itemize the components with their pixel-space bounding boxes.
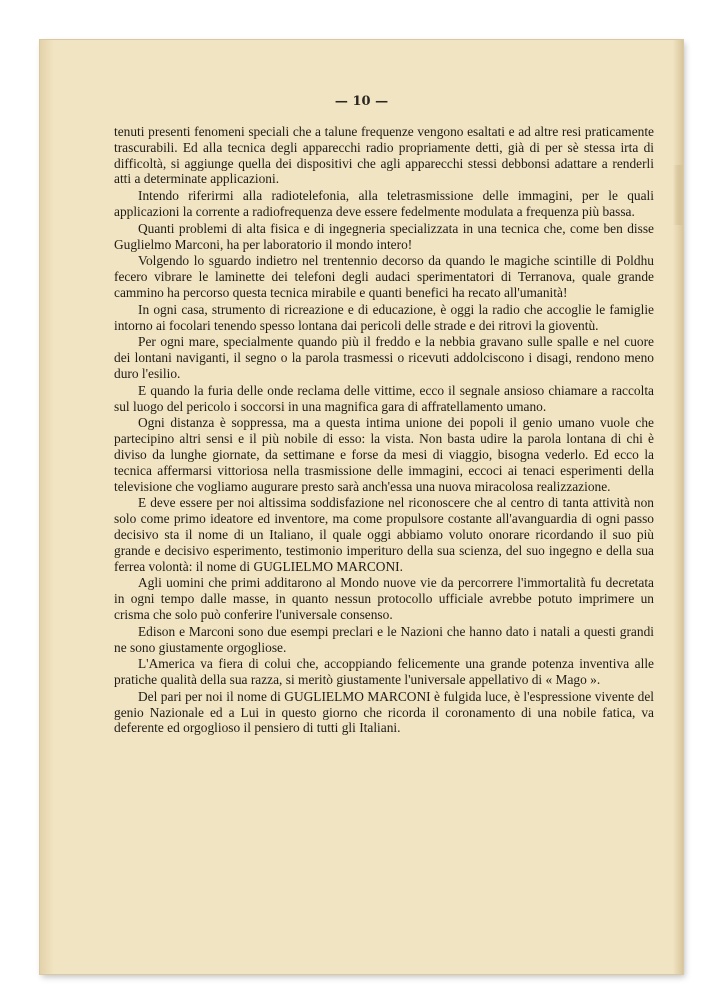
page-crease xyxy=(673,165,683,225)
paragraph: Volgendo lo sguardo indietro nel trentennio decorso da quando le magiche scintille di Poldhu fecero vibrare le laminette dei telefoni degli audaci sperimentatori di Terranova, quale grande cammino ha percorso questa tecnica mirabile e quanti benefici ha recato all'umanità! xyxy=(114,253,654,300)
paragraph: Agli uomini che primi additarono al Mondo nuove vie da percorrere l'immortalità fu decretata in ogni tempo dalle masse, in quanto nessun protocollo ufficiale avrebbe potuto imprimere un crisma che solo può conferire l'universale consenso. xyxy=(114,575,654,622)
paragraph: In ogni casa, strumento di ricreazione e di educazione, è oggi la radio che accoglie le famiglie intorno ai focolari tenendo spesso lontana dai pericoli delle strade e dei ritrovi la gioventù. xyxy=(114,301,654,333)
paragraph: Intendo riferirmi alla radiotelefonia, alla teletrasmissione delle immagini, per le quali applicazioni la corrente a radiofrequenza deve essere fedelmente modulata a frequenza più bassa. xyxy=(114,188,654,219)
page-number-header: — 10 — xyxy=(334,94,389,109)
paragraph: Quanti problemi di alta fisica e di ingegneria specializzata in una tecnica che, come ben disse Guglielmo Marconi, ha per laboratorio il mondo intero! xyxy=(114,220,654,252)
paragraph: L'America va fiera di colui che, accoppiando felicemente una grande potenza inventiva alle pratiche qualità della sua razza, si meritò giustamente l'universale appellativo di « Mago ». xyxy=(114,656,654,688)
paragraph: Ogni distanza è soppressa, ma a questa intima unione dei popoli il genio umano vuole che partecipino altri sensi e il più nobile di esso: la vista. Non basta udire la parola lontana di chi è diviso da lunghe giornate, da settimane e forse da mesi di viaggio, bisogna vederlo. Ed ecco la tecnica affermarsi vittoriosa nella trasmissione delle immagini, eccoci ai tenaci esperimenti della televisione che vogliamo augurare presto sarà anch'essa una nuova miracolosa realizzazione. xyxy=(114,415,654,494)
paragraph: E deve essere per noi altissima soddisfazione nel riconoscere che al centro di tanta attività non solo come primo ideatore ed inventore, ma come propulsore costante all'avanguardia di ogni passo decisivo sta il nome di un Italiano, il quale oggi abbiamo voluto onorare ricordando il suo più grande e decisivo esperimento, testimonio imperituro della sua scienza, del suo ingegno e della sua ferrea volontà: il nome di GUGLIELMO MARCONI. xyxy=(114,495,654,574)
document-page xyxy=(40,40,683,974)
paragraph: tenuti presenti fenomeni speciali che a talune frequenze vengono esaltati e ad altre resi praticamente trascurabili. Ed alla tecnica degli apparecchi radio propriamente detti, già di per sè stessa irta di difficoltà, si aggiunge quella dei dispositivi che agli apparecchi stessi debbonsi adattare a renderli atti a determinate applicazioni. xyxy=(114,124,654,187)
paragraph: E quando la furia delle onde reclama delle vittime, ecco il segnale ansioso chiamare a raccolta sul luogo del pericolo i soccorsi in una magnifica gara di affratellamento umano. xyxy=(114,382,654,414)
document-body xyxy=(114,124,654,737)
paragraph: Del pari per noi il nome di GUGLIELMO MARCONI è fulgida luce, è l'espressione vivente del genio Nazionale ed a Lui in questo giorno che ricorda il coronamento di una nobile fatica, va deferente ed orgoglioso il pensiero di tutti gli Italiani. xyxy=(114,688,654,736)
paragraph: Edison e Marconi sono due esempi preclari e le Nazioni che hanno dato i natali a questi grandi ne sono giustamente orgogliose. xyxy=(114,623,654,655)
paragraph: Per ogni mare, specialmente quando più il freddo e la nebbia gravano sulle spalle e nel cuore dei lontani naviganti, il segno o la parola trasmessi o ricevuti addolciscono i disagi, rendono meno duro l'esilio. xyxy=(114,334,654,381)
